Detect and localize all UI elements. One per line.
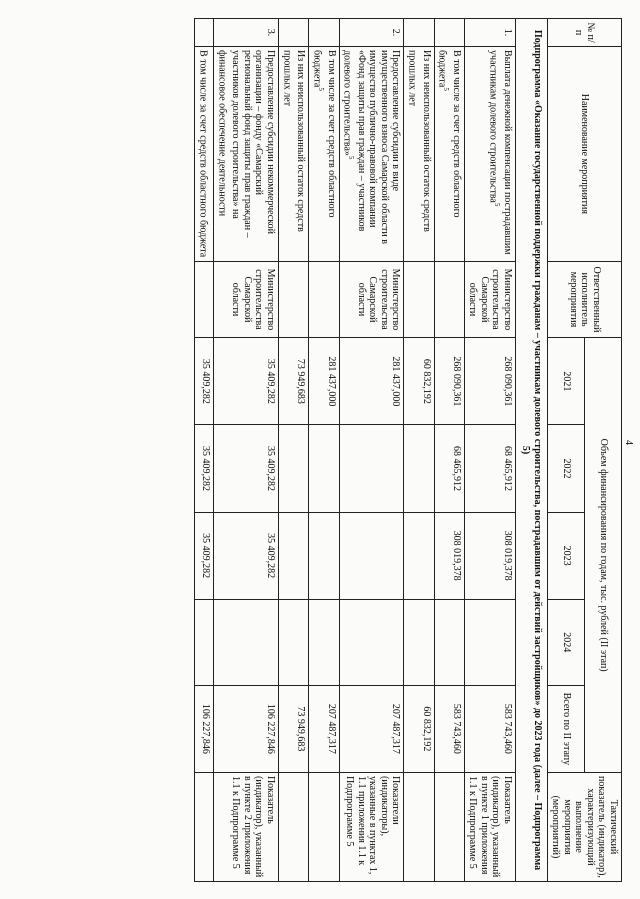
row-num	[404, 19, 434, 47]
cell-y2021: 268 090,361	[465, 338, 516, 425]
subprogram-row	[516, 19, 548, 882]
cell-y2024	[404, 599, 434, 685]
cell-y2022: 68 465,912	[465, 425, 516, 512]
cell-total: 583 743,460	[434, 685, 464, 772]
cell-y2023	[309, 512, 339, 599]
table-row	[278, 19, 308, 882]
header-financing: Объем финансирования по годам, тыс. рублей (II этап)	[585, 338, 622, 773]
row-name: В том числе за счет средств областного бюджета$^5$	[309, 47, 339, 262]
cell-y2024	[278, 599, 308, 685]
row-indicator	[434, 772, 464, 881]
cell-y2021: 268 090,361	[434, 338, 464, 425]
header-year-2023: 2023	[548, 512, 585, 599]
footnote-mark: 5	[442, 87, 451, 91]
cell-y2024	[309, 599, 339, 685]
table-row	[195, 19, 214, 882]
cell-y2023	[278, 512, 308, 599]
cell-y2021: 35 409,282	[214, 338, 279, 425]
row-indicator	[278, 772, 308, 881]
cell-y2024	[434, 599, 464, 685]
row-num	[278, 19, 308, 47]
table-row	[404, 19, 434, 882]
cell-total: 207 487,317	[309, 685, 339, 772]
row-indicator	[195, 772, 214, 881]
row-name: Предоставление субсидии некоммерческой организации – фонду «Самарский региональный фонд защиты прав граждан – участников долевого строительства» на финансовое обеспечение деятельности	[214, 47, 279, 262]
row-executor	[309, 261, 339, 338]
subprogram-title: Подпрограмма «Оказание государственной поддержки гражданам – участникам долевого строительства, пострадавшим от действий застройщиков» до 2023 года (далее – Подпрограмма 5)	[516, 19, 548, 882]
cell-y2021: 73 949,683	[278, 338, 308, 425]
cell-total: 106 227,846	[195, 685, 214, 772]
header-year-2022: 2022	[548, 425, 585, 512]
row-executor	[404, 261, 434, 338]
cell-y2023	[404, 512, 434, 599]
header-indicator: Тактический показатель (индикатор), характеризующий выполнение мероприятия (мероприятий)	[548, 772, 622, 881]
header-name: Наименование мероприятия	[548, 47, 622, 262]
cell-y2022	[339, 425, 404, 512]
row-num	[434, 19, 464, 47]
table-row	[214, 19, 279, 882]
row-name: Из них неиспользованный остаток средств прошлых лет	[404, 47, 434, 262]
cell-y2021: 60 832,192	[404, 338, 434, 425]
cell-y2022	[404, 425, 434, 512]
cell-y2023	[339, 512, 404, 599]
cell-y2023: 308 019,378	[465, 512, 516, 599]
row-name: В том числе за счет средств областного бюджета	[195, 47, 214, 262]
page-number: 4	[623, 440, 634, 445]
footnote-mark: 5	[347, 155, 356, 160]
cell-y2021: 281 437,000	[339, 338, 404, 425]
cell-total: 106 227,846	[214, 685, 279, 772]
table-row	[309, 19, 339, 882]
row-indicator: Показатель (индикатор), указанный в пункте 2 приложения 1.1 к Подпрограмме 5	[214, 772, 279, 881]
cell-y2023: 308 019,378	[434, 512, 464, 599]
header-row-1	[585, 19, 622, 882]
row-indicator: Показатели (индикаторы), указанные в пунктах 1, 1.1 приложения 1.1 к Подпрограмме 5	[339, 772, 404, 881]
row-name: Выплата денежной компенсации пострадавшим участникам долевого строительства$^5$	[465, 47, 516, 262]
row-executor: Министерство строительства Самарской области	[214, 261, 279, 338]
row-executor	[434, 261, 464, 338]
cell-total: 73 949,683	[278, 685, 308, 772]
cell-total: 207 487,317	[339, 685, 404, 772]
cell-y2023: 35 409,282	[214, 512, 279, 599]
row-num	[309, 19, 339, 47]
row-name: Из них неиспользованный остаток средств прошлых лет	[278, 47, 308, 262]
cell-y2022	[278, 425, 308, 512]
cell-y2023: 35 409,282	[195, 512, 214, 599]
footnote-mark: 5	[493, 202, 502, 207]
row-name: Предоставление субсидии в виде имущественного взноса Самарской области в имущество публично-правовой компании «Фонд защиты прав граждан – участников долевого строительства»$^5$	[339, 47, 404, 262]
header-total: Всего по II этапу	[548, 685, 585, 772]
row-num: 2.	[339, 19, 404, 47]
row-indicator	[404, 772, 434, 881]
row-num	[195, 19, 214, 47]
row-executor: Министерство строительства Самарской области	[339, 261, 404, 338]
row-indicator	[309, 772, 339, 881]
table-row	[465, 19, 516, 882]
header-num: № п/п	[548, 19, 622, 47]
cell-total: 60 832,192	[404, 685, 434, 772]
row-executor: Министерство строительства Самарской области	[465, 261, 516, 338]
row-executor	[278, 261, 308, 338]
cell-y2022: 35 409,282	[195, 425, 214, 512]
cell-y2024	[214, 599, 279, 685]
table-row	[339, 19, 404, 882]
row-name: В том числе за счет средств областного бюджета$^5$	[434, 47, 464, 262]
row-num: 3.	[214, 19, 279, 47]
header-year-2021: 2021	[548, 338, 585, 425]
cell-y2024	[195, 599, 214, 685]
cell-y2022	[309, 425, 339, 512]
cell-y2021: 281 437,000	[309, 338, 339, 425]
row-num: 1.	[465, 19, 516, 47]
row-executor	[195, 261, 214, 338]
row-indicator: Показатель (индикатор), указанный в пункте 1 приложения 1.1 к Подпрограмме 5	[465, 772, 516, 881]
header-year-2024: 2024	[548, 599, 585, 685]
header-executor: Ответственный исполнитель мероприятия	[548, 261, 622, 338]
cell-y2021: 35 409,282	[195, 338, 214, 425]
financing-table	[194, 18, 622, 882]
cell-y2022: 35 409,282	[214, 425, 279, 512]
cell-y2024	[465, 599, 516, 685]
footnote-mark: 5	[317, 87, 326, 91]
cell-y2024	[339, 599, 404, 685]
cell-total: 583 743,460	[465, 685, 516, 772]
cell-y2022: 68 465,912	[434, 425, 464, 512]
table-row	[434, 19, 464, 882]
